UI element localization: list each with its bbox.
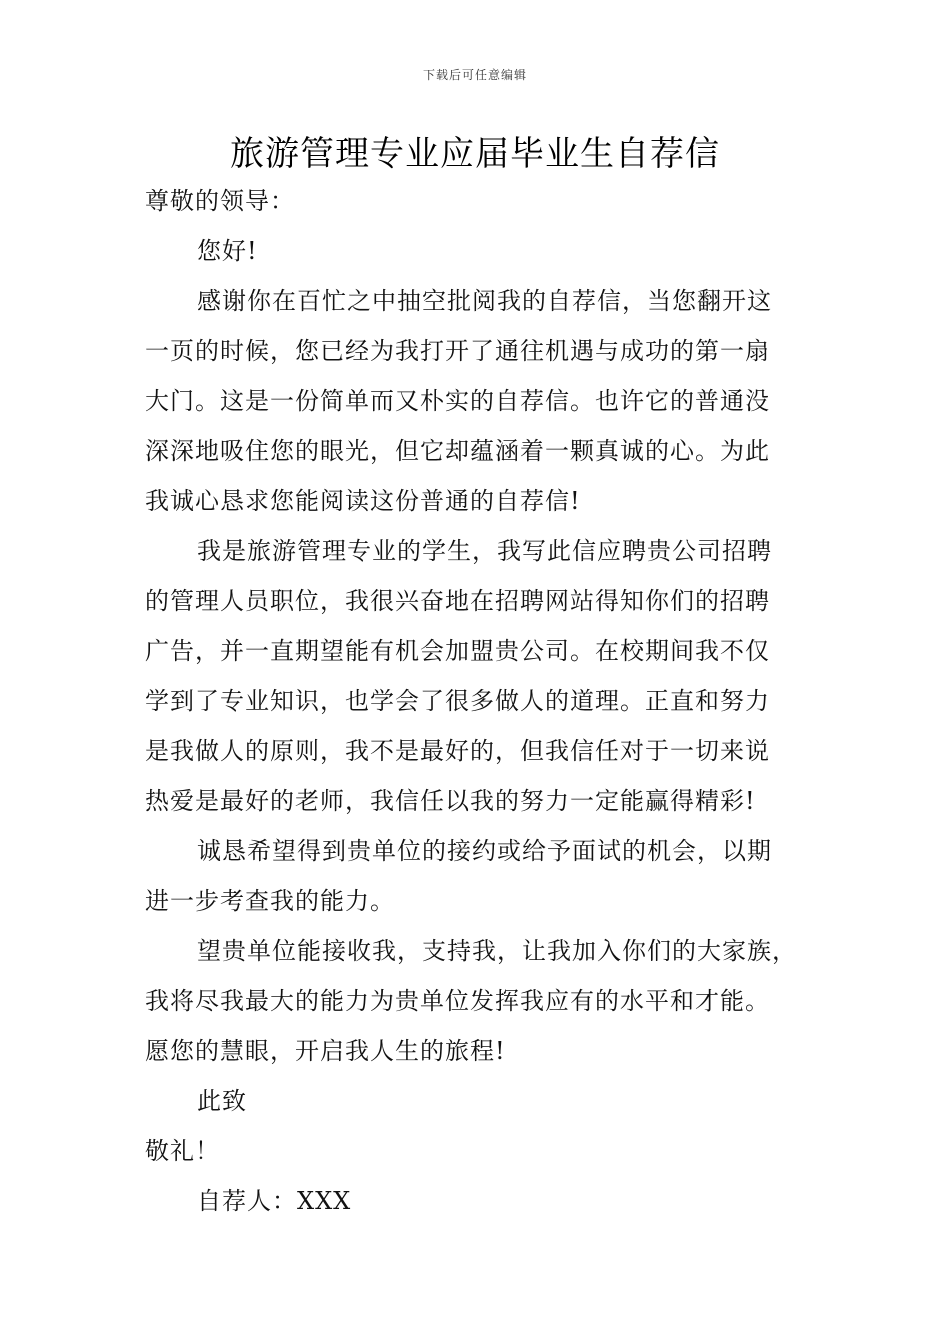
- closing: 此致: [197, 1087, 247, 1115]
- paragraph-line: 广告，并一直期望能有机会加盟贵公司。在校期间我不仅: [145, 637, 770, 665]
- paragraph-line: 进一步考查我的能力。: [145, 887, 395, 915]
- paragraph-line: 是我做人的原则，我不是最好的，但我信任对于一切来说: [145, 737, 770, 765]
- paragraph-line: 我将尽我最大的能力为贵单位发挥我应有的水平和才能。: [145, 987, 770, 1015]
- paragraph-line: 望贵单位能接收我，支持我，让我加入你们的大家族，: [197, 937, 797, 965]
- paragraph-line: 一页的时候，您已经为我打开了通往机遇与成功的第一扇: [145, 337, 770, 365]
- paragraph-line: 热爱是最好的老师，我信任以我的努力一定能赢得精彩!: [145, 787, 756, 815]
- paragraph-line: 大门。这是一份简单而又朴实的自荐信。也许它的普通没: [145, 387, 770, 415]
- letter-body: [145, 176, 810, 1226]
- paragraph-line: 深深地吸住您的眼光，但它却蕴涵着一颗真诚的心。为此: [145, 437, 770, 465]
- signature: 自荐人：XXX: [197, 1187, 352, 1215]
- paragraph-4: [145, 926, 810, 1076]
- paragraph-line: 的管理人员职位，我很兴奋地在招聘网站得知你们的招聘: [145, 587, 770, 615]
- header-note: 下载后可任意编辑: [422, 68, 527, 82]
- paragraph-2: [145, 526, 810, 826]
- greeting: 您好!: [197, 237, 258, 265]
- paragraph-line: 我是旅游管理专业的学生，我写此信应聘贵公司招聘: [197, 537, 772, 565]
- paragraph-line: 我诚心恳求您能阅读这份普通的自荐信!: [145, 487, 581, 515]
- salutation: 尊敬的领导：: [145, 187, 295, 215]
- paragraph-line: 诚恳希望得到贵单位的接约或给予面试的机会，以期: [197, 837, 772, 865]
- paragraph-3: [145, 826, 810, 926]
- paragraph-line: 学到了专业知识，也学会了很多做人的道理。正直和努力: [145, 687, 770, 715]
- regards: 敬礼！: [145, 1137, 220, 1165]
- paragraph-line: 愿您的慧眼，开启我人生的旅程!: [145, 1037, 506, 1065]
- paragraph-line: 感谢你在百忙之中抽空批阅我的自荐信，当您翻开这: [197, 287, 772, 315]
- document-title: 旅游管理专业应届毕业生自荐信: [230, 134, 720, 174]
- paragraph-1: [145, 276, 810, 526]
